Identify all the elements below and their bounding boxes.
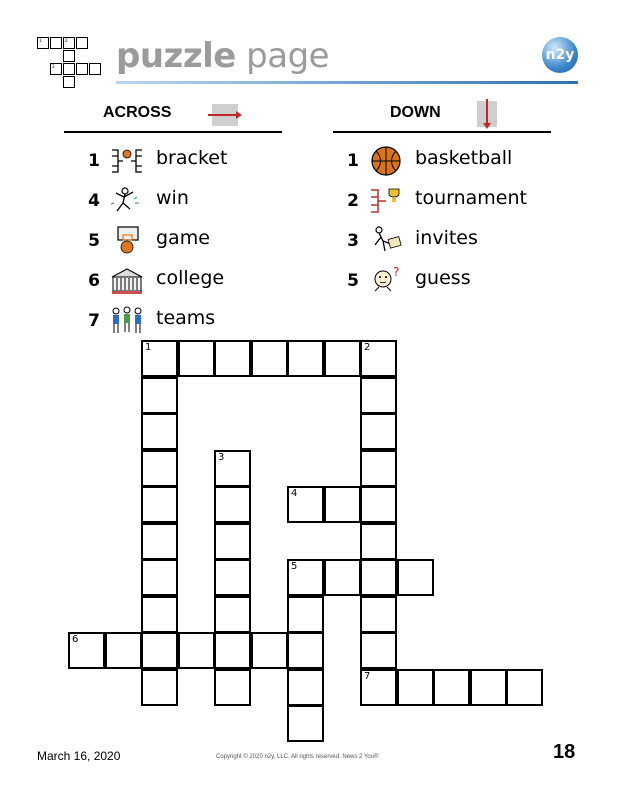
- grid-cell[interactable]: [214, 340, 251, 377]
- grid-clue-number: 4: [291, 488, 298, 499]
- game-icon: [110, 225, 144, 257]
- across-heading: ACROSS: [103, 104, 172, 121]
- grid-cell[interactable]: [324, 486, 361, 523]
- grid-cell[interactable]: [214, 559, 251, 596]
- grid-cell[interactable]: [214, 486, 251, 523]
- grid-cell[interactable]: [141, 669, 178, 706]
- grid-cell[interactable]: [470, 669, 507, 706]
- grid-cell[interactable]: [360, 559, 397, 596]
- grid-cell[interactable]: [287, 486, 324, 523]
- grid-cell[interactable]: [360, 340, 397, 377]
- grid-cell[interactable]: [214, 450, 251, 487]
- invites-icon: [369, 225, 403, 257]
- grid-cell[interactable]: [141, 632, 178, 669]
- grid-cell[interactable]: [251, 632, 288, 669]
- grid-clue-number: 7: [364, 670, 371, 682]
- grid-cell[interactable]: [360, 669, 397, 706]
- grid-cell[interactable]: [324, 559, 361, 596]
- grid-clue-number: 1: [145, 342, 152, 353]
- win-icon: [110, 185, 144, 217]
- grid-cell[interactable]: [68, 632, 105, 669]
- grid-cell[interactable]: [141, 559, 178, 596]
- grid-cell[interactable]: [360, 377, 397, 414]
- tournament-icon: [369, 185, 403, 217]
- grid-cell[interactable]: [506, 669, 543, 706]
- grid-cell[interactable]: [287, 596, 324, 633]
- across-divider: [64, 131, 282, 133]
- grid-cell[interactable]: [397, 669, 434, 706]
- grid-cell[interactable]: [360, 632, 397, 669]
- grid-cell[interactable]: [141, 486, 178, 523]
- footer-copyright: Copyright © 2020 n2y, LLC. All rights reserved. News 2 You®: [216, 754, 379, 760]
- grid-cell[interactable]: [141, 450, 178, 487]
- grid-cell[interactable]: [360, 450, 397, 487]
- page-title: [116, 36, 329, 76]
- grid-cell[interactable]: [360, 523, 397, 560]
- grid-cell[interactable]: [141, 523, 178, 560]
- right-arrow-icon: [212, 104, 238, 126]
- title-bold: puzzle: [116, 36, 236, 76]
- grid-cell[interactable]: [251, 340, 288, 377]
- grid-cell[interactable]: [287, 340, 324, 377]
- grid-cell[interactable]: [397, 559, 434, 596]
- page-number: 18: [553, 741, 576, 763]
- mini-crossword-logo: 1 2 3: [37, 37, 105, 90]
- college-icon: [110, 265, 144, 297]
- title-underline: [116, 81, 578, 84]
- grid-cell[interactable]: [214, 523, 251, 560]
- title-rest: page: [246, 36, 330, 76]
- grid-clue-number: 6: [72, 634, 79, 645]
- guess-icon: [369, 265, 403, 297]
- basketball-icon: [369, 145, 403, 177]
- grid-cell[interactable]: [214, 669, 251, 706]
- grid-cell[interactable]: [141, 340, 178, 377]
- grid-cell[interactable]: [360, 413, 397, 450]
- grid-cell[interactable]: [287, 669, 324, 706]
- grid-cell[interactable]: [214, 632, 251, 669]
- grid-cell[interactable]: [141, 377, 178, 414]
- n2y-logo: n2y: [542, 37, 578, 73]
- grid-cell[interactable]: [141, 596, 178, 633]
- grid-cell[interactable]: [433, 669, 470, 706]
- down-heading: DOWN: [390, 104, 441, 121]
- down-arrow-icon: [477, 101, 497, 127]
- svg-text:?: ?: [393, 265, 400, 279]
- grid-clue-number: 5: [291, 561, 298, 572]
- grid-cell[interactable]: [178, 340, 215, 377]
- grid-cell[interactable]: [214, 596, 251, 633]
- grid-cell[interactable]: [178, 632, 215, 669]
- teams-icon: [110, 305, 144, 337]
- grid-cell[interactable]: [105, 632, 142, 669]
- grid-cell[interactable]: [287, 559, 324, 596]
- bracket-icon: [110, 145, 144, 177]
- grid-cell[interactable]: [360, 486, 397, 523]
- grid-clue-number: 3: [218, 451, 225, 463]
- down-divider: [333, 131, 551, 133]
- grid-cell[interactable]: [360, 596, 397, 633]
- grid-clue-number: 2: [364, 342, 371, 353]
- grid-cell[interactable]: [141, 413, 178, 450]
- grid-cell[interactable]: [287, 705, 324, 742]
- grid-cell[interactable]: [324, 340, 361, 377]
- grid-cell[interactable]: [287, 632, 324, 669]
- footer-date: March 16, 2020: [37, 749, 121, 763]
